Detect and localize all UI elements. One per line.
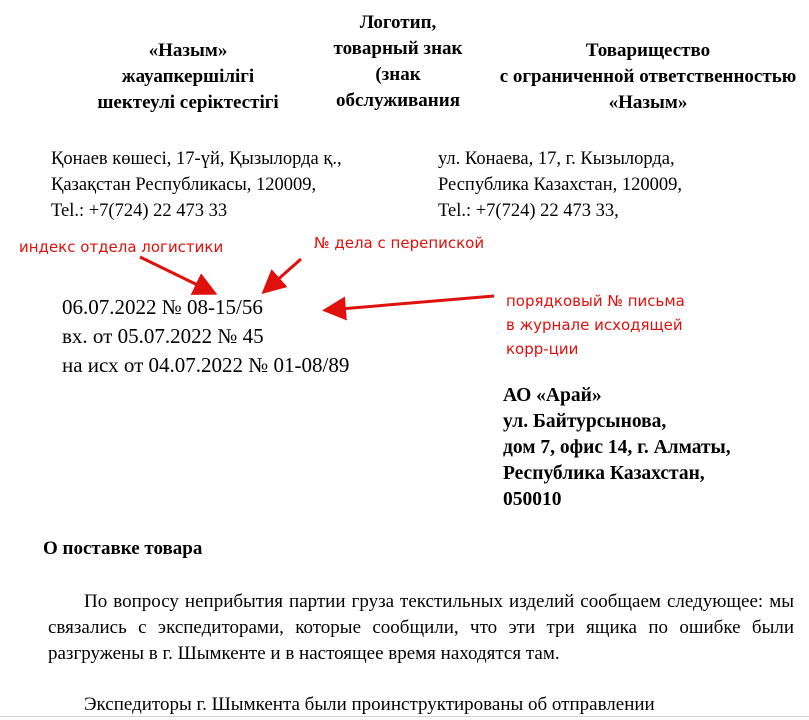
address-ru-line: Республика Казахстан, 120009,	[438, 175, 683, 195]
address-kz-line: Қазақстан Республикасы, 120009,	[51, 175, 317, 195]
logo-placeholder-line: обслуживания	[335, 90, 460, 111]
company-name-ru-line: Товарищество	[585, 40, 711, 61]
page-edge	[0, 716, 809, 717]
recipient-block	[503, 383, 731, 513]
recipient-address-line: ул. Байтурсынова,	[503, 411, 667, 432]
recipient-postcode: 050010	[503, 489, 562, 510]
arrow-dept-index	[140, 257, 212, 292]
annotation-dept-index: индекс отдела логистики	[19, 238, 224, 256]
logo-placeholder-line: Логотип,	[359, 12, 437, 33]
address-ru-line: Tel.: +7(724) 22 473 33,	[438, 201, 619, 221]
address-kz-line: Қонаев көшесі, 17-үй, Қызылорда қ.,	[51, 149, 342, 169]
company-name-kz-line: шектеулі серіктестігі	[97, 92, 279, 113]
annotation-serial-line: порядковый № письма	[506, 292, 685, 310]
recipient-address-line: Республика Казахстан,	[503, 463, 705, 484]
arrow-case-number	[266, 259, 301, 290]
company-name-kz-line: «Назым»	[148, 40, 228, 61]
address-ru-line: ул. Конаева, 17, г. Кызылорда,	[438, 149, 675, 169]
company-name-ru-line: «Назым»	[608, 92, 688, 113]
letter-subject: О поставке товара	[43, 538, 203, 559]
body-paragraph-1: По вопросу неприбытия партии груза текстильных изделий сообщаем следующее: мы связались с экспедиторами, которые сообщили, что эти три ящика по ошибке были разгружены в г. Шымкенте и в настоящее время находятся там.	[48, 591, 794, 664]
outgoing-reg-number: 06.07.2022 № 08-15/56	[62, 295, 263, 319]
address-kz-line: Tel.: +7(724) 22 473 33	[51, 201, 228, 221]
body-paragraph-2: Экспедиторы г. Шымкента были проинструктированы об отправлении	[84, 694, 655, 715]
company-name-ru-line: с ограниченной ответственностью	[499, 66, 797, 87]
annotation-serial-line: корр-ции	[506, 340, 579, 358]
reply-to-ref: на исх от 04.07.2022 № 01-08/89	[62, 353, 350, 377]
logo-placeholder-line: товарный знак	[333, 38, 463, 59]
company-name-kz-line: жауапкершілігі	[121, 66, 255, 87]
recipient-address-line: дом 7, офис 14, г. Алматы,	[503, 437, 731, 458]
logo-placeholder-line: (знак	[375, 64, 421, 85]
recipient-name: АО «Арай»	[503, 385, 602, 406]
arrow-serial-number	[328, 296, 494, 310]
annotation-serial-line: в журнале исходящей	[506, 316, 683, 334]
incoming-ref: вх. от 05.07.2022 № 45	[62, 324, 264, 348]
annotation-case-number: № дела с перепиской	[314, 234, 485, 252]
